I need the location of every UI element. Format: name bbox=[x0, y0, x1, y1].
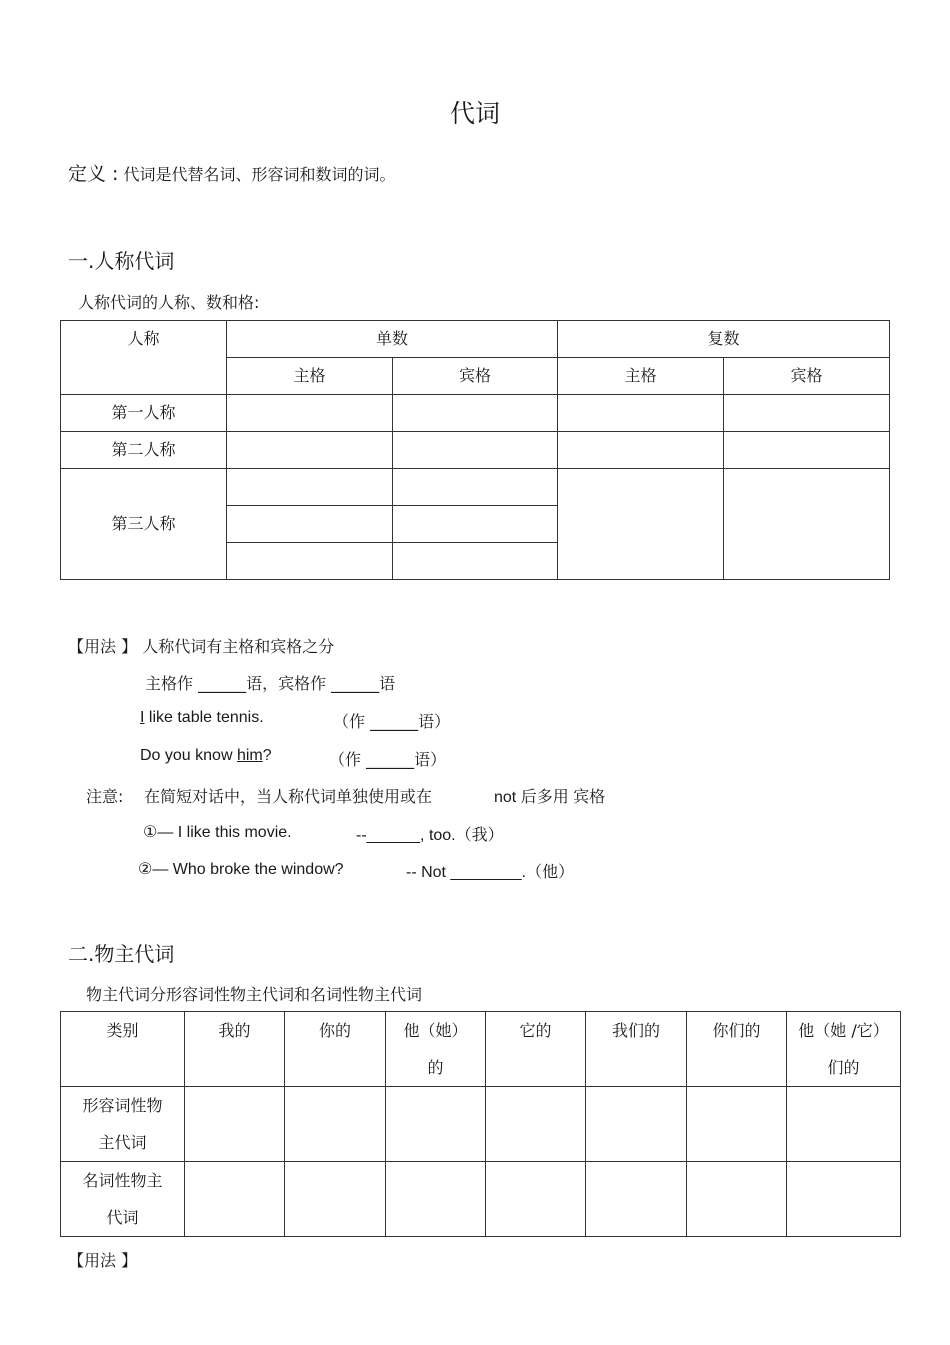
example-2-post: ? bbox=[262, 747, 272, 764]
blank-cell bbox=[393, 432, 558, 469]
row-second-person: 第二人称 bbox=[61, 432, 227, 469]
blank-cell bbox=[724, 432, 890, 469]
row-noun-possessive bbox=[61, 1162, 185, 1237]
possessive-pronoun-table bbox=[60, 1011, 901, 1237]
example-1-rest: like table tennis. bbox=[144, 709, 264, 726]
example-1 bbox=[140, 709, 264, 727]
example-2-note: （作 ______语） bbox=[329, 750, 447, 769]
example-2 bbox=[140, 747, 272, 765]
section1-heading: 一.人称代词 bbox=[68, 249, 175, 273]
blank-cell bbox=[724, 395, 890, 432]
blank-cell bbox=[227, 432, 393, 469]
definition-text: 代词是代替名词、形容词和数词的词。 bbox=[123, 165, 396, 184]
example-1-note: （作 ______语） bbox=[333, 712, 451, 731]
header-his-her bbox=[386, 1012, 486, 1087]
blank-cell bbox=[227, 506, 393, 543]
row-adjective-possessive-line1: 形容词性物 bbox=[82, 1096, 163, 1115]
row-first-person: 第一人称 bbox=[61, 395, 227, 432]
header-your: 你的 bbox=[285, 1012, 386, 1087]
note-text-1: 在简短对话中，当人称代词单独使用或在 bbox=[144, 787, 433, 806]
section2-intro: 物主代词分形容词性物主代词和名词性物主代词 bbox=[86, 985, 423, 1004]
header-person: 人称 bbox=[61, 321, 227, 395]
header-category: 类别 bbox=[61, 1012, 185, 1087]
header-their-line2: 们的 bbox=[827, 1058, 860, 1077]
blank-cell bbox=[486, 1162, 586, 1237]
usage-line bbox=[68, 634, 334, 657]
header-singular: 单数 bbox=[227, 321, 558, 358]
header-his-her-line1: 他（她） bbox=[403, 1021, 468, 1040]
blank-cell bbox=[586, 1162, 687, 1237]
blank-cell bbox=[787, 1087, 901, 1162]
header-plural-subject: 主格 bbox=[558, 358, 724, 395]
dialog-1-question: ①— I like this movie. bbox=[143, 824, 292, 841]
dialog-2-question: ②— Who broke the window? bbox=[138, 861, 344, 878]
note-text-2: not 后多用 宾格 bbox=[494, 789, 606, 806]
blank-cell bbox=[227, 469, 393, 506]
header-their bbox=[787, 1012, 901, 1087]
header-my: 我的 bbox=[185, 1012, 285, 1087]
header-plural-object: 宾格 bbox=[724, 358, 890, 395]
example-2-word: him bbox=[236, 747, 263, 764]
row-adjective-possessive bbox=[61, 1087, 185, 1162]
header-plural: 复数 bbox=[558, 321, 890, 358]
example-1-word: I bbox=[140, 709, 145, 726]
blank-cell bbox=[393, 543, 558, 580]
blank-cell bbox=[687, 1162, 787, 1237]
blank-cell bbox=[285, 1162, 386, 1237]
header-its: 它的 bbox=[486, 1012, 586, 1087]
blank-cell bbox=[285, 1087, 386, 1162]
blank-cell bbox=[393, 395, 558, 432]
definition bbox=[68, 159, 396, 186]
header-their-line1: 他（她 /它） bbox=[798, 1021, 889, 1040]
row-adjective-possessive-line2: 主代词 bbox=[98, 1133, 147, 1152]
header-his-her-line2: 的 bbox=[427, 1058, 444, 1077]
usage-label: 【用法 】 bbox=[68, 637, 138, 656]
example-2-pre: Do you know bbox=[140, 747, 237, 764]
row-noun-possessive-line2: 代词 bbox=[106, 1208, 139, 1227]
blank-cell bbox=[393, 506, 558, 543]
blank-cell bbox=[558, 469, 724, 580]
page-title: 代词 bbox=[449, 99, 500, 128]
blank-cell bbox=[386, 1087, 486, 1162]
blank-cell bbox=[486, 1087, 586, 1162]
dialog-2-answer: -- Not ________.（他） bbox=[406, 864, 575, 881]
blank-cell bbox=[724, 469, 890, 580]
header-your-plural: 你们的 bbox=[687, 1012, 787, 1087]
section2-heading: 二.物主代词 bbox=[68, 942, 175, 966]
blank-cell bbox=[386, 1162, 486, 1237]
blank-cell bbox=[185, 1087, 285, 1162]
note-label: 注意: bbox=[86, 787, 124, 806]
header-our: 我们的 bbox=[586, 1012, 687, 1087]
dialog-1-answer: --______, too.（我） bbox=[356, 827, 504, 844]
case-function-line: 主格作 ______语，宾格作 ______语 bbox=[145, 674, 396, 693]
blank-cell bbox=[787, 1162, 901, 1237]
definition-label: 定义 : bbox=[68, 163, 119, 185]
blank-cell bbox=[558, 432, 724, 469]
blank-cell bbox=[586, 1087, 687, 1162]
section2-usage-label: 【用法 】 bbox=[68, 1251, 138, 1270]
header-singular-object: 宾格 bbox=[393, 358, 558, 395]
blank-cell bbox=[227, 395, 393, 432]
blank-cell bbox=[687, 1087, 787, 1162]
section1-intro: 人称代词的人称、数和格: bbox=[78, 293, 260, 312]
blank-cell bbox=[185, 1162, 285, 1237]
blank-cell bbox=[227, 543, 393, 580]
row-third-person: 第三人称 bbox=[61, 469, 227, 580]
blank-cell bbox=[393, 469, 558, 506]
row-noun-possessive-line1: 名词性物主 bbox=[82, 1171, 163, 1190]
personal-pronoun-table bbox=[60, 320, 890, 580]
usage-text: 人称代词有主格和宾格之分 bbox=[142, 637, 335, 656]
blank-cell bbox=[558, 395, 724, 432]
header-singular-subject: 主格 bbox=[227, 358, 393, 395]
